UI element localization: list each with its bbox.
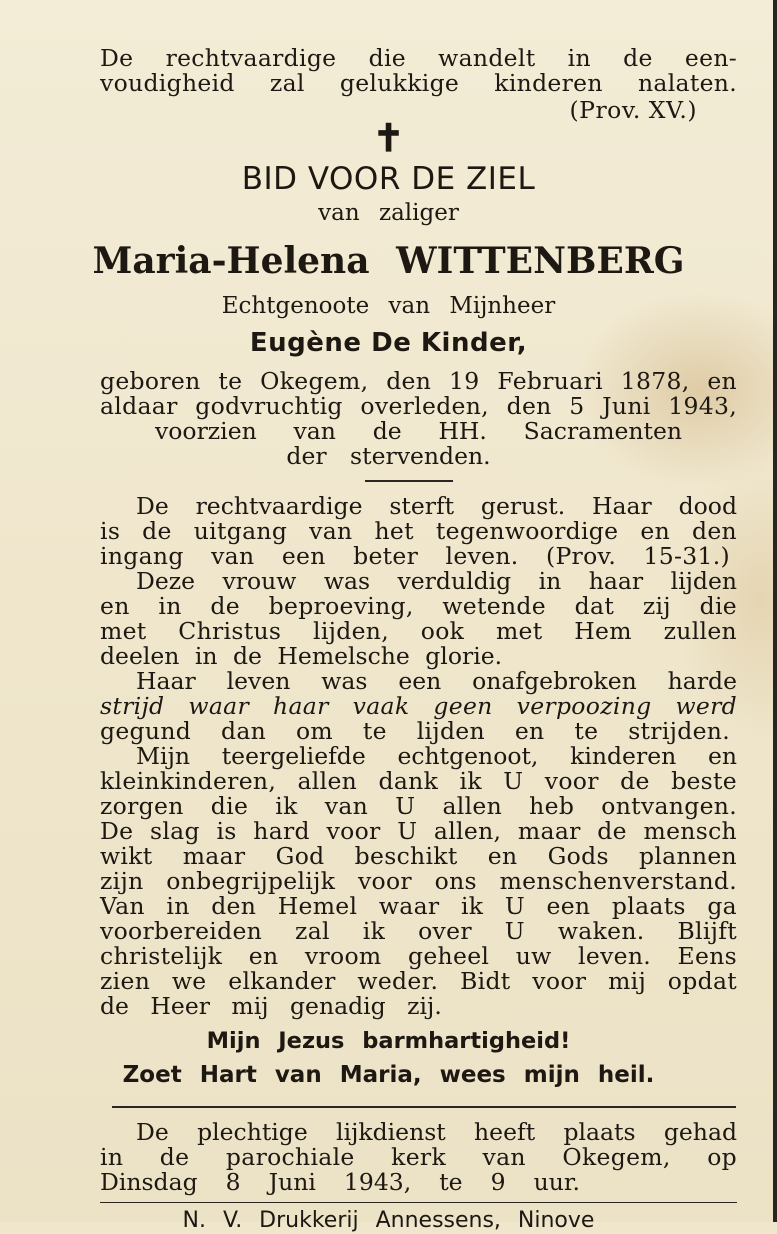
body-line: en in de beproeving, wetende dat zij die — [100, 592, 737, 620]
body-line: met Christus lijden, ook met Hem zullen — [100, 617, 737, 645]
funeral-line: in de parochiale kerk van Okegem, op — [100, 1143, 737, 1171]
body-line: de Heer mij genadig zij. — [100, 992, 442, 1020]
divider — [112, 1106, 736, 1108]
biography-line-3: voorzien van de HH. Sacramenten — [155, 417, 682, 445]
body-line: deelen in de Hemelsche glorie. — [100, 642, 503, 670]
body-line: Deze vrouw was verduldig in haar lijden — [136, 567, 737, 595]
body-line: strijd waar haar vaak geen verpoozing werd — [100, 692, 737, 720]
body-line: De slag is hard voor U allen, maar de mensch — [100, 817, 737, 845]
epigraph-line-2: voudigheid zal gelukkige kinderen nalaten. — [100, 69, 737, 97]
body-line: Mijn teergeliefde echtgenoot, kinderen en — [136, 742, 737, 770]
epigraph-reference: (Prov. XV.) — [569, 96, 697, 124]
biography-line-1: geboren te Okegem, den 19 Februari 1878, en — [100, 367, 737, 395]
funeral-line: De plechtige lijkdienst heeft plaats gehad — [136, 1118, 737, 1146]
epigraph-line-1: De rechtvaardige die wandelt in de een- — [100, 44, 737, 72]
van-zaliger: van zaliger — [318, 200, 459, 226]
body-line: zien we elkander weder. Bidt voor mij opdat — [100, 967, 737, 995]
cross-icon: ✝ — [372, 115, 405, 160]
body-line: is de uitgang van het tegenwoordige en den — [100, 517, 737, 545]
body-line: De rechtvaardige sterft gerust. Haar dood — [136, 492, 737, 520]
printer-credit: N. V. Drukkerij Annessens, Ninove — [182, 1208, 595, 1233]
invocation-2: Zoet Hart van Maria, wees mijn heil. — [122, 1062, 655, 1088]
funeral-line: Dinsdag 8 Juni 1943, te 9 uur. — [100, 1168, 580, 1196]
body-line: Haar leven was een onafgebroken harde — [136, 667, 737, 695]
spouse-intro: Echtgenoote van Mijnheer — [221, 293, 556, 319]
body-line: voorbereiden zal ik over U waken. Blijft — [100, 917, 737, 945]
spouse-name: Eugène De Kinder, — [249, 328, 528, 358]
body-line: gegund dan om te lijden en te strijden. — [100, 717, 730, 745]
biography-line-4: der stervenden. — [286, 442, 491, 470]
body-line: kleinkinderen, allen dank ik U voor de beste — [100, 767, 737, 795]
body-line: ingang van een beter leven. (Prov. 15-31.) — [100, 542, 730, 570]
prayer-heading: BID VOOR DE ZIEL — [241, 161, 536, 197]
deceased-name: Maria-Helena WITTENBERG — [92, 240, 685, 282]
body-line: zorgen die ik van U allen heb ontvangen. — [100, 792, 737, 820]
divider — [100, 1202, 737, 1203]
body-line: zijn onbegrijpelijk voor ons menschenverstand. — [100, 867, 737, 895]
body-line: christelijk en vroom geheel uw leven. Eens — [100, 942, 737, 970]
invocation-1: Mijn Jezus barmhartigheid! — [206, 1028, 571, 1054]
divider — [365, 480, 453, 482]
body-line: wikt maar God beschikt en Gods plannen — [100, 842, 737, 870]
biography-line-2: aldaar godvruchtig overleden, den 5 Juni 1943, — [100, 392, 737, 420]
body-line: Van in den Hemel waar ik U een plaats ga — [100, 892, 737, 920]
